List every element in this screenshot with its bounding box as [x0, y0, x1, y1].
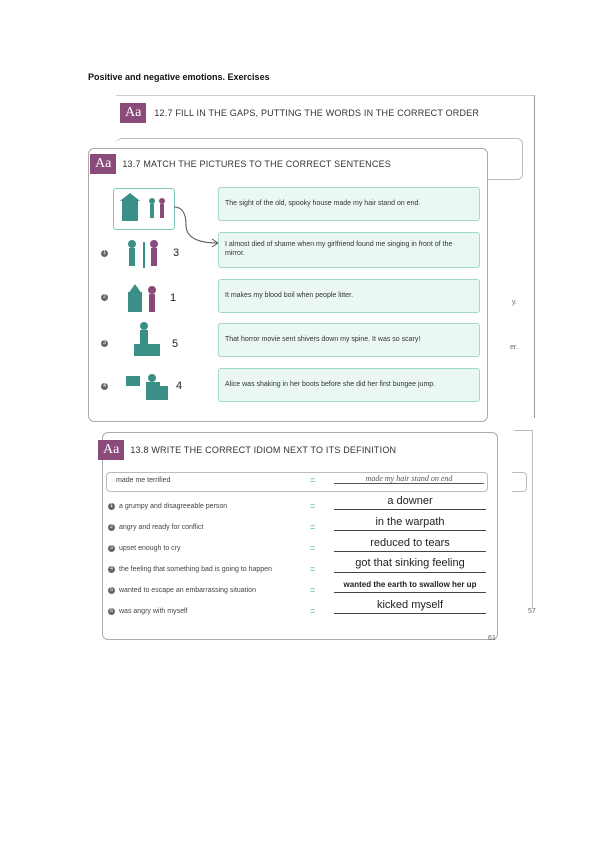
equals-sign: = [310, 501, 316, 511]
equals-sign: = [310, 475, 316, 485]
scared-person-icon [130, 320, 166, 360]
idiom-answer: wanted the earth to swallow her up [343, 580, 477, 589]
back-page-edge [514, 430, 533, 609]
idiom-answer: kicked myself [376, 599, 444, 611]
equals-sign: = [310, 564, 316, 574]
sentence-box: That horror movie sent shivers down my spine. It was so scary! [218, 323, 480, 357]
answer-line [334, 509, 486, 510]
definition-text: the feeling that something bad is going to happen [119, 566, 272, 573]
definition-text: upset enough to cry [119, 545, 181, 552]
item-number: 1 [101, 250, 108, 257]
item-number: 3 [101, 340, 108, 347]
answer-line [334, 572, 486, 573]
answer-line [334, 530, 486, 531]
sentence-box: The sight of the old, spooky house made my hair stand on end. [218, 187, 480, 221]
idiom-answer: a downer [387, 495, 433, 507]
match-answer: 5 [172, 338, 179, 350]
angry-person-icon [124, 282, 164, 314]
match-answer: 4 [176, 380, 183, 392]
section-12-7-header [120, 103, 479, 123]
document-title: Positive and negative emotions. Exercises [88, 72, 270, 82]
arrow-icon [172, 205, 222, 250]
example-definition: made me terrified [116, 477, 171, 484]
row-number: 6 [108, 608, 115, 615]
match-answer: 3 [173, 247, 180, 259]
idiom-answer: got that sinking feeling [355, 557, 465, 569]
equals-sign: = [310, 585, 316, 595]
definition-row [108, 503, 227, 510]
equals-sign: = [310, 543, 316, 553]
definition-text: wanted to escape an embarrassing situation [119, 587, 256, 594]
aa-badge: Aa [90, 154, 116, 174]
row-number: 4 [108, 566, 115, 573]
text-fragment: y. [512, 299, 517, 306]
embarrassed-person-icon [120, 238, 168, 272]
aa-badge: Aa [98, 440, 124, 460]
equals-sign: = [310, 522, 316, 532]
text-fragment: er. [510, 344, 518, 351]
aa-badge: Aa [120, 103, 146, 123]
page-number: 61 [488, 635, 496, 642]
answer-line [334, 551, 486, 552]
sentence-box: Alice was shaking in her boots before she did her first bungee jump. [218, 368, 480, 402]
spooky-house-icon [114, 189, 174, 229]
section-title: 13.7 MATCH THE PICTURES TO THE CORRECT SENTENCES [122, 159, 391, 169]
definition-text: a grumpy and disagreeable person [119, 503, 228, 510]
definition-row [108, 545, 181, 552]
row-number: 3 [108, 545, 115, 552]
answer-line [334, 592, 486, 593]
row-number: 1 [108, 503, 115, 510]
row-number: 5 [108, 587, 115, 594]
definition-row [108, 566, 272, 573]
equals-sign: = [310, 606, 316, 616]
section-13-7-header [90, 154, 391, 174]
definition-text: angry and ready for conflict [119, 524, 204, 531]
definition-row [108, 587, 256, 594]
item-number: 4 [101, 383, 108, 390]
section-title: 12.7 FILL IN THE GAPS, PUTTING THE WORDS IN THE CORRECT ORDER [154, 108, 480, 118]
item-number: 2 [101, 294, 108, 301]
row-number: 2 [108, 524, 115, 531]
match-answer: 1 [170, 292, 177, 304]
answer-line [334, 613, 486, 614]
sentence-box: I almost died of shame when my girlfriend found me singing in front of the mirror. [218, 232, 480, 268]
tv-watcher-icon [124, 372, 170, 404]
definition-text: was angry with myself [119, 608, 188, 615]
example-picture [113, 188, 175, 230]
section-title: 13.8 WRITE THE CORRECT IDIOM NEXT TO ITS DEFINITION [130, 445, 397, 455]
definition-row [108, 524, 203, 531]
section-13-8-header [98, 440, 396, 460]
idiom-answer: reduced to tears [370, 537, 450, 549]
definition-row [108, 608, 187, 615]
sentence-box: It makes my blood boil when people litter. [218, 279, 480, 313]
example-answer: made my hair stand on end [334, 474, 484, 484]
side-page-number: 57 [528, 608, 536, 615]
idiom-answer: in the warpath [375, 516, 445, 528]
